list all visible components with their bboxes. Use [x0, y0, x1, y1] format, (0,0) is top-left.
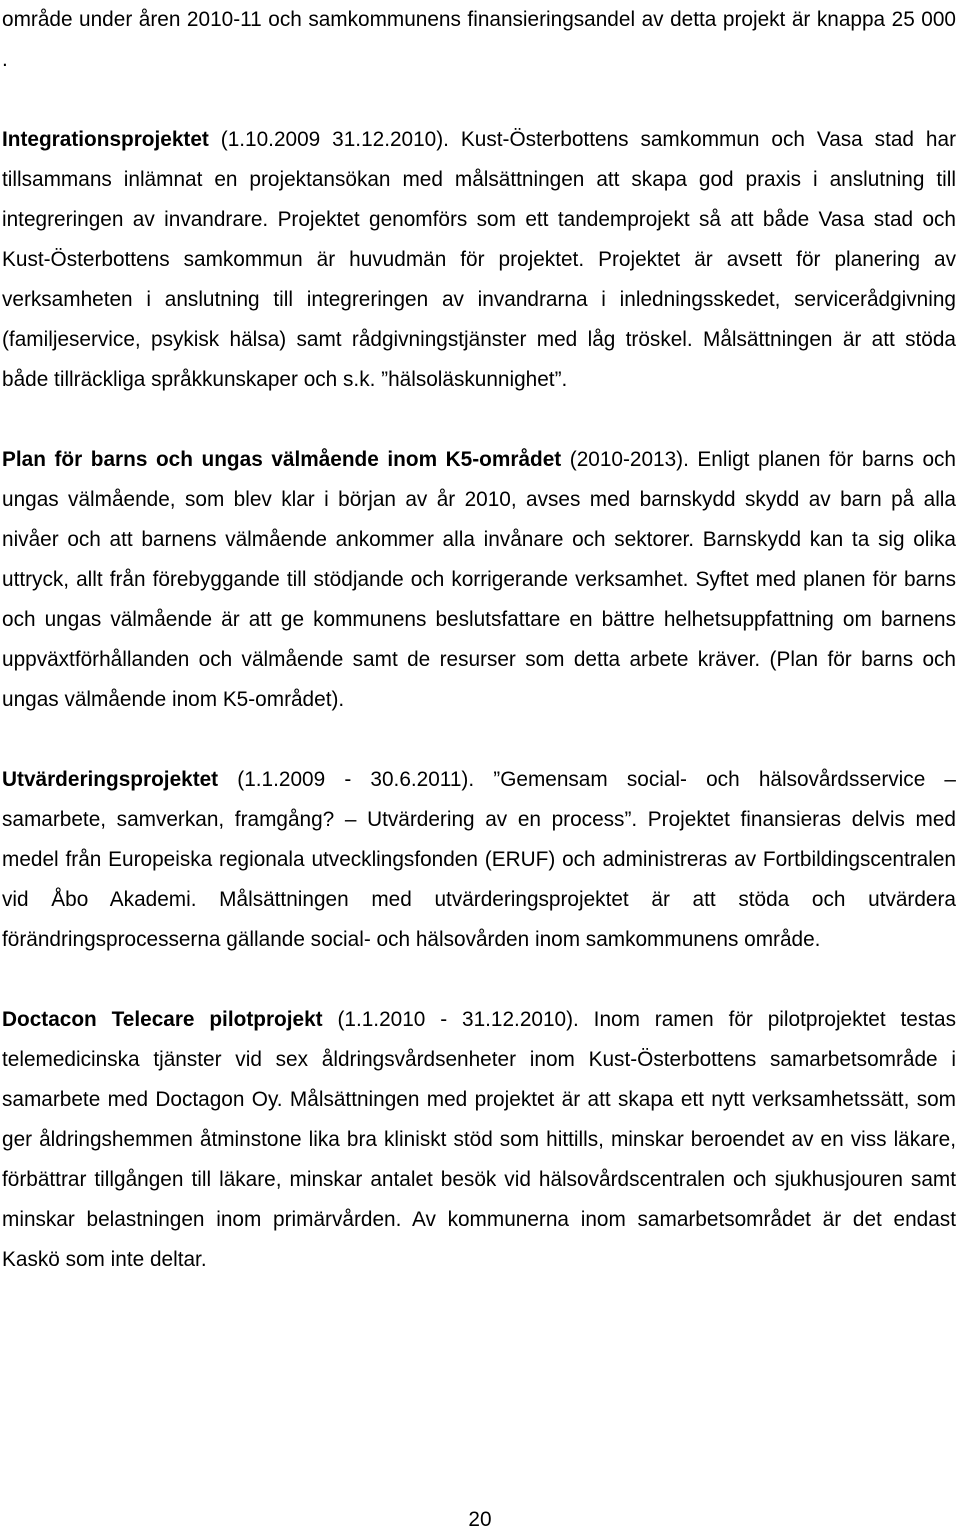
project-dates: (2010-2013). [561, 448, 698, 471]
paragraph-utvarderingsprojektet [2, 760, 956, 960]
project-title: Doctacon Telecare pilotprojekt [2, 1008, 323, 1031]
project-title: Utvärderingsprojektet [2, 768, 219, 791]
page-body [2, 0, 956, 1280]
project-description: Inom ramen för pilotprojektet testas telemedicinska tjänster vid sex åldringsvårdsenheter inom Kust-Österbottens samarbetsområde i samarbete med Doctagon Oy. Målsättningen med projektet är att skapa ett nytt verksamhetssätt, som ger åldringshemmen åtminstone lika bra kliniskt stöd som hittills, minskar beroendet av en viss läkare, förbättrar tillgången till läkare, minskar antalet besök vid hälsovårdscentralen och sjukhusjouren samt minskar belastningen inom primärvården. Av kommunerna inom samarbetsområdet är det endast Kaskö som inte deltar. [2, 1008, 957, 1271]
project-description: ”Gemensam social- och hälsovårdsservice – samarbete, samverkan, framgång? – Utvärdering av en process”. Projektet finansieras delvis med medel från Europeiska regionala utvecklingsfonden (ERUF) och administreras av Fortbildingscentralen vid Åbo Akademi. Målsättningen med utvärderingsprojektet är att stöda och utvärdera förändringsprocesserna gällande social- och hälsovården inom samkommunens område. [2, 768, 956, 951]
project-description: Kust-Österbottens samkommun och Vasa stad har tillsammans inlämnat en projektansökan med målsättningen att skapa god praxis i anslutning till integreringen av invandrare. Projektet genomförs som ett tandemprojekt så att både Vasa stad och Kust-Österbottens samkommun är huvudmän för projektet. Projektet är avsett för planering av verksamheten i anslutning till integreringen av invandrarna i inledningsskedet, servicerådgivning (familjeservice, psykisk hälsa) samt rådgivningstjänster med låg tröskel. Målsättningen är att stöda både tillräckliga språkkunskaper och s.k. ”hälsoläskunnighet”. [2, 128, 956, 391]
page-number: 20 [468, 1508, 492, 1531]
project-title: Plan för barns och ungas välmående inom K5-området [2, 448, 562, 471]
paragraph-gap [2, 960, 956, 1000]
paragraph-integrationsprojektet [2, 120, 956, 400]
paragraph-gap [2, 720, 956, 760]
paragraph-plan-barn-ungas-valmaende [2, 440, 956, 720]
project-dates: (1.10.2009 31.12.2010). [208, 128, 461, 151]
project-dates: (1.1.2009 - 30.6.2011). [218, 768, 494, 791]
paragraph-doctacon-telecare [2, 1000, 956, 1280]
project-dates: (1.1.2010 - 31.12.2010). [322, 1008, 594, 1031]
paragraph-text: område under åren 2010-11 och samkommunens finansieringsandel av detta projekt är knappa 25 000 . [2, 8, 956, 71]
project-title: Integrationsprojektet [2, 128, 209, 151]
paragraph-gap [2, 80, 956, 120]
paragraph-gap [2, 400, 956, 440]
project-description: Enligt planen för barns och ungas välmående, som blev klar i början av år 2010, avses med barnskydd skydd av barn på alla nivåer och att barnens välmående ankommer alla invånare och sektorer. Barnskydd kan ta sig olika uttryck, allt från förebyggande till stödjande och korrigerande verksamhet. Syftet med planen för barns och ungas välmående är att ge kommunens beslutsfattare en bättre helhetsuppfattning om barnens uppväxtförhållanden och välmående samt de resurser som detta arbete kräver. (Plan för barns och ungas välmående inom K5-området). [2, 448, 956, 711]
paragraph-budget-continuation [2, 0, 956, 80]
